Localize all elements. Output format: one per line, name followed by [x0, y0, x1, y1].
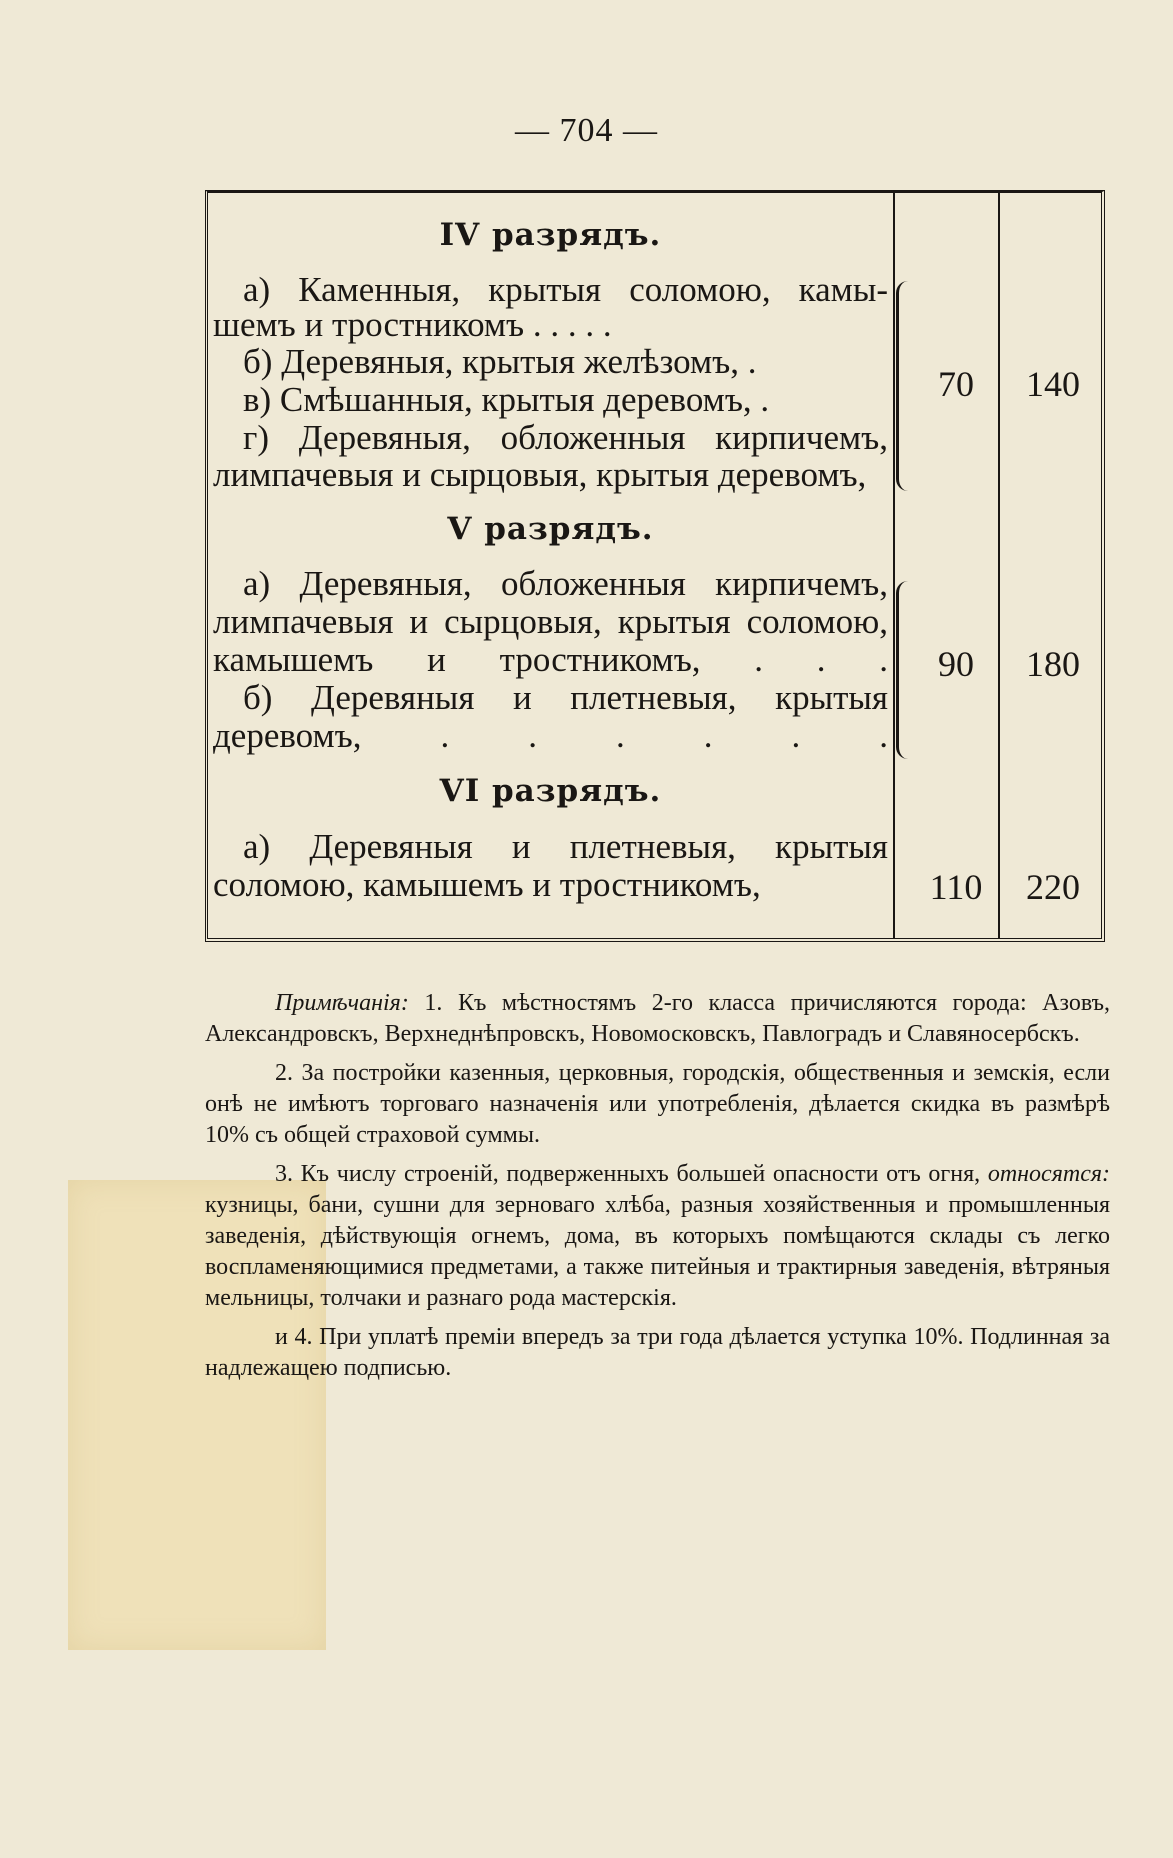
row-v-a-line2: лимпачевыя и сырцовыя, крытыя соломою, — [213, 602, 888, 641]
category-title-iv: IV разрядъ. — [439, 217, 662, 253]
note-2: 2. За постройки казенныя, церковныя, городскія, общественныя и земскія, если онѣ не имѣютъ торговаго назначенія или употребленія, дѣлается скидка въ размѣрѣ 10% съ общей страховой суммы. — [205, 1060, 1110, 1148]
notes-section — [205, 988, 1110, 1384]
row-vi-a-line1: а) Деревяныя и плетневыя, крытыя — [243, 827, 888, 866]
note-3: 3. Къ числу строеній, подверженныхъ большей опасности отъ огня, относятся: кузницы, бани, сушни для зерноваго хлѣба, разныя хозяйственныя и промышленныя заведенія, дѣйствующія огнемъ, дома, въ которыхъ помѣщаются склады съ легко воспламеняющимися предметами, а также питейныя и трактирныя заведенія, вѣтряныя мельницы, толчаки и разнаго рода мастерскія. — [205, 1161, 1110, 1311]
row-v-a-line3: камышемъ и тростникомъ, . . . — [213, 640, 888, 679]
row-iv-a-line2: шемъ и тростникомъ . . . . . — [213, 305, 612, 344]
row-v-b-line1: б) Деревяныя и плетневыя, крытыя — [243, 678, 888, 717]
note-1: Примѣчанія: 1. Къ мѣстностямъ 2-го класса причисляются города: Азовъ, Александровскъ, Верхнеднѣпровскъ, Новомосковскъ, Павлоградъ и Славяносербскъ. — [205, 990, 1111, 1047]
row-v-b-line2: деревомъ, . . . . . . — [213, 716, 888, 755]
category-title-v: V разрядъ. — [447, 511, 654, 547]
note-4: и 4. При уплатѣ преміи впередъ за три года дѣлается уступка 10%. Подлинная за надлежащею подписью. — [205, 1324, 1110, 1381]
column-divider — [893, 193, 895, 938]
page-number: — 704 — — [515, 112, 658, 149]
row-iv-c: в) Смѣшанныя, крытыя деревомъ, . — [243, 380, 770, 419]
row-iv-d-line1: г) Деревяныя, обложенныя кирпичемъ, — [243, 418, 888, 457]
notes-title: Примѣчанія: — [275, 990, 409, 1016]
column-divider — [998, 193, 1000, 938]
category-title-vi: VI разрядъ. — [439, 773, 662, 809]
premium-3-vi: 110 — [929, 867, 983, 907]
premium-1-iv: 140 — [1026, 364, 1080, 404]
premium-3-iv: 70 — [938, 364, 974, 404]
premium-table — [205, 190, 1105, 942]
row-v-a-line1: а) Деревяныя, обложенныя кирпичемъ, — [243, 564, 888, 603]
row-vi-a-line2: соломою, камышемъ и тростникомъ, — [213, 865, 761, 904]
row-iv-b: б) Деревяныя, крытыя желѣзомъ, . — [243, 342, 757, 381]
premium-1-vi: 220 — [1026, 867, 1080, 907]
premium-3-v: 90 — [938, 644, 974, 684]
premium-1-v: 180 — [1026, 644, 1080, 684]
row-iv-a-line1: а) Каменныя, крытыя соломою, камы- — [243, 270, 888, 309]
row-iv-d-line2: лимпачевыя и сырцовыя, крытыя деревомъ, — [213, 455, 867, 494]
